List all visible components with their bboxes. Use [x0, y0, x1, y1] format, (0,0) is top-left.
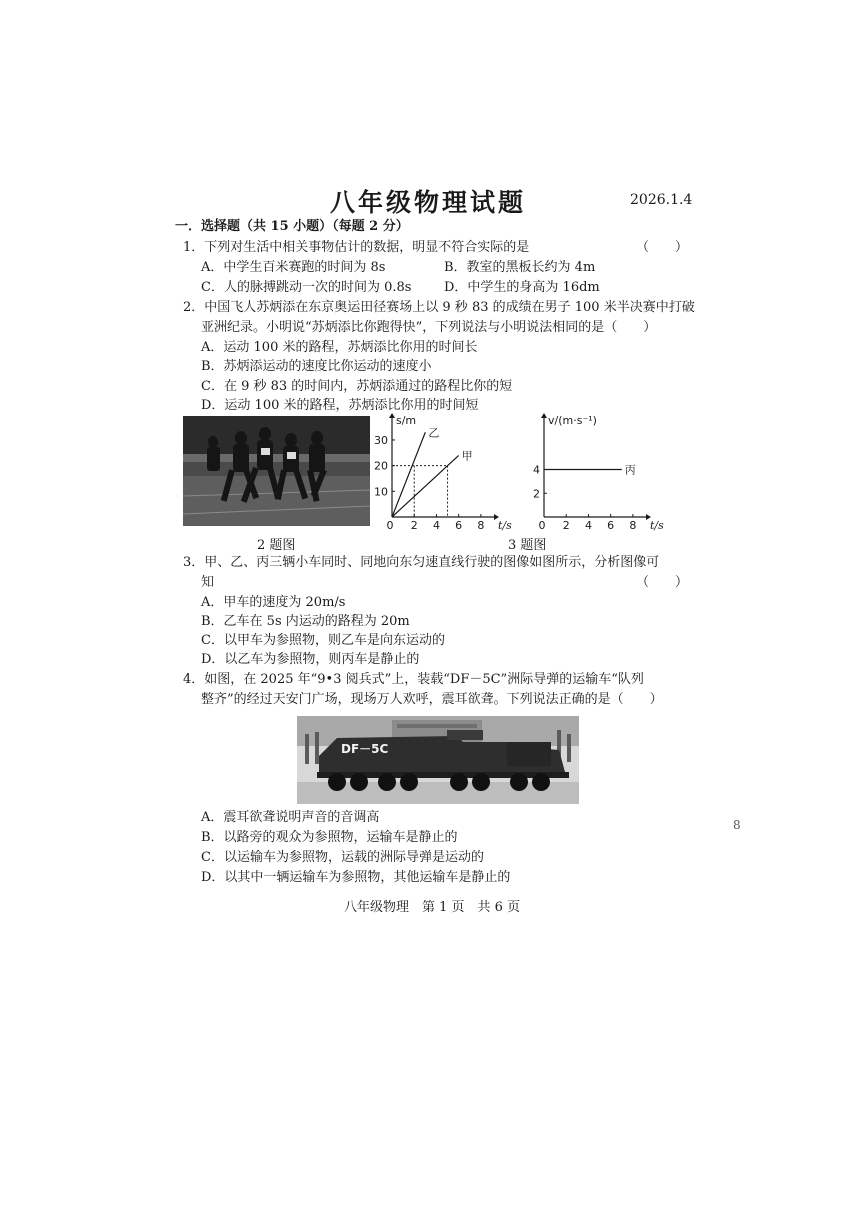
question-2-stem-line1: 2．中国飞人苏炳添在东京奥运田径赛场上以 9 秒 83 的成绩在男子 100 米半决赛中打破 — [183, 300, 695, 315]
question-4-option-a: A．震耳欲聋说明声音的音调高 — [201, 810, 380, 825]
page-footer: 八年级物理 第 1 页 共 6 页 — [344, 900, 521, 915]
sprinters-photo-drawing — [183, 416, 370, 526]
question-4-option-d: D．以其中一辆运输车为参照物，其他运输车是静止的 — [201, 870, 511, 885]
question-2-option-c: C．在 9 秒 83 的时间内，苏炳添通过的路程比你的短 — [201, 379, 513, 394]
exam-date: 2026.1.4 — [630, 192, 693, 208]
question-3-option-a: A．甲车的速度为 20m/s — [201, 595, 346, 610]
question-1-option-a: A．中学生百米赛跑的时间为 8s — [201, 260, 386, 275]
st-chart-y-arrow — [389, 413, 395, 418]
missile-truck-drawing — [297, 716, 579, 804]
truck-label: DF－5C — [341, 742, 389, 756]
st-chart-y-tick-label: 20 — [374, 459, 388, 473]
st-chart-x-tick-label: 6 — [455, 519, 463, 532]
question-4-stem-line1: 4．如图，在 2025 年“9•3 阅兵式”上，装载“DF－5C”洲际导弹的运输车“队列 — [183, 672, 644, 687]
question-3-stem-line2: 知 — [201, 575, 215, 590]
vt-chart-x-axis-label: t/s — [650, 519, 664, 532]
question-1-option-c: C．人的脉搏跳动一次的时间为 0.8s — [201, 280, 412, 295]
question-4-option-b: B．以路旁的观众为参照物，运输车是静止的 — [201, 830, 458, 845]
vt-chart-x-tick-label: 4 — [584, 519, 592, 532]
question-4-stem-line2: 整齐”的经过天安门广场，现场万人欢呼，震耳欲聋。下列说法正确的是（ ） — [201, 692, 663, 707]
velocity-time-chart — [526, 414, 664, 532]
question-3-option-d: D．以乙车为参照物，则丙车是静止的 — [201, 652, 420, 667]
vt-chart-x-tick-label: 2 — [562, 519, 570, 532]
question-2-option-d: D．运动 100 米的路程，苏炳添比你用的时间短 — [201, 398, 479, 413]
distance-time-chart — [374, 414, 512, 532]
st-chart-x-tick-label: 2 — [410, 519, 418, 532]
missile-truck-photo — [297, 716, 579, 804]
question-1-stem: 1．下列对生活中相关事物估计的数据，明显不符合实际的是 — [183, 240, 530, 255]
page-title: 八年级物理试题 — [330, 188, 527, 217]
st-chart-x-axis-label: t/s — [498, 519, 512, 532]
vt-chart-x-tick-label: 8 — [629, 519, 637, 532]
figure-3-caption: 3 题图 — [508, 538, 547, 553]
question-2-option-a: A．运动 100 米的路程，苏炳添比你用的时间长 — [201, 340, 478, 355]
vt-chart-y-axis-label: v/(m·s⁻¹) — [548, 414, 597, 427]
question-2-option-b: B．苏炳添运动的速度比你运动的速度小 — [201, 359, 432, 374]
vt-chart-x-tick-label: 6 — [607, 519, 615, 532]
st-chart-series-line-1 — [392, 432, 425, 517]
sprinters-photo — [183, 416, 370, 526]
vt-chart-y-arrow — [541, 413, 547, 418]
vt-chart-y-tick-label: 4 — [533, 463, 540, 477]
st-chart-series-line-2 — [392, 455, 459, 517]
figure-2-caption: 2 题图 — [257, 538, 296, 553]
st-chart-x-tick-label: 0 — [386, 519, 394, 532]
vt-chart-x-tick-label: 0 — [538, 519, 546, 532]
st-chart-y-axis-label: s/m — [396, 414, 417, 427]
question-1-option-b: B．教室的黑板长约为 4m — [444, 260, 596, 275]
question-3-answer-bracket: （ ） — [636, 575, 689, 590]
question-4-option-c: C．以运输车为参照物，运载的洲际导弹是运动的 — [201, 850, 484, 865]
question-3-stem-line1: 3．甲、乙、丙三辆小车同时、同地向东匀速直线行驶的图像如图所示，分析图像可 — [183, 555, 660, 570]
question-1-answer-bracket: （ ） — [636, 240, 689, 255]
vt-chart-y-tick-label: 2 — [533, 487, 540, 501]
margin-mark: 8 — [733, 818, 741, 832]
st-chart-series-label-1: 乙 — [428, 426, 440, 440]
question-2-stem-line2: 亚洲纪录。小明说“苏炳添比你跑得快”，下列说法与小明说法相同的是（ ） — [201, 320, 657, 335]
st-chart-x-tick-label: 8 — [477, 519, 485, 532]
section-heading: 一．选择题（共 15 小题）（每题 2 分） — [175, 219, 409, 234]
st-chart-x-tick-label: 4 — [432, 519, 440, 532]
question-1-option-d: D．中学生的身高为 16dm — [444, 280, 600, 295]
st-chart-series-label-2: 甲 — [461, 449, 473, 463]
question-3-option-b: B．乙车在 5s 内运动的路程为 20m — [201, 614, 410, 629]
st-chart-y-tick-label: 10 — [374, 485, 388, 499]
question-3-option-c: C．以甲车为参照物，则乙车是向东运动的 — [201, 633, 445, 648]
vt-chart-series-label-1: 丙 — [624, 463, 636, 477]
st-chart-y-tick-label: 30 — [374, 433, 388, 447]
